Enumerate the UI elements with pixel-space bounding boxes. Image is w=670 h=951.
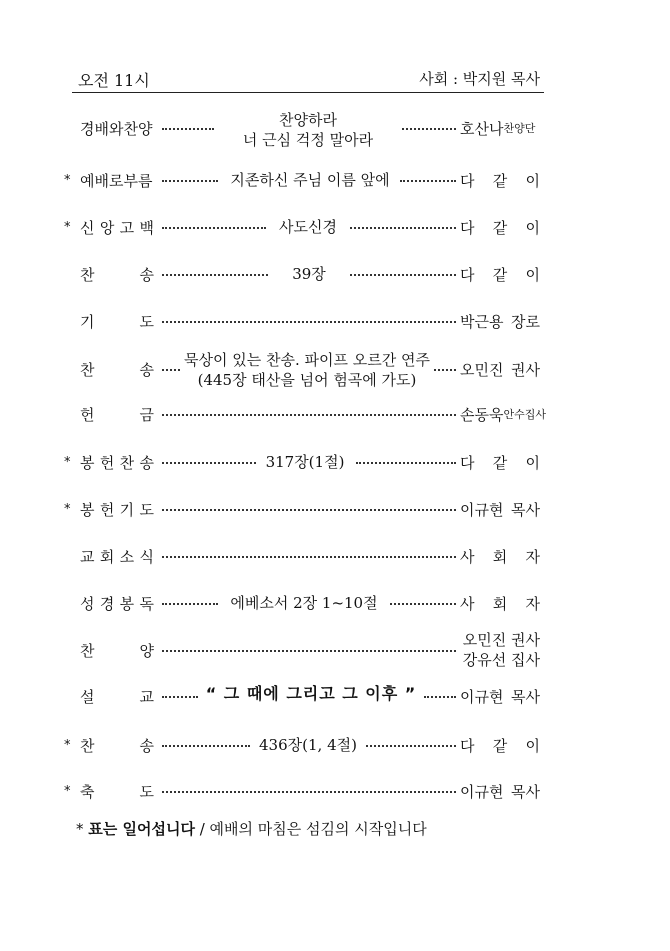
stand-marker: * — [64, 220, 71, 235]
item-title: 436장(1, 4절) — [259, 736, 357, 754]
stand-marker: * — [64, 173, 71, 188]
leader-dots — [162, 369, 180, 371]
leader-dots — [162, 180, 218, 182]
order-item-offering — [0, 404, 670, 444]
leader-dots — [162, 462, 256, 464]
order-item-meditation-hymn — [0, 350, 670, 400]
order-item-call-to-worship — [0, 170, 670, 210]
item-responsible: 손동욱 안수집사 — [460, 406, 546, 424]
order-item-prayer — [0, 311, 670, 351]
item-label: 봉 헌 기 도 — [80, 501, 154, 519]
item-responsible: 사 회 자 — [460, 548, 540, 566]
footer-note-bold: 표는 일어섭니다 — [88, 820, 195, 838]
order-item-confession — [0, 217, 670, 257]
item-responsible: 이규현 목사 — [460, 501, 540, 519]
order-item-anthem — [0, 630, 670, 674]
item-title: 사도신경 — [279, 218, 337, 236]
order-item-hymn — [0, 264, 670, 304]
item-label: 경배와찬양 — [80, 120, 153, 138]
leader-dots — [356, 462, 456, 464]
leader-dots — [402, 128, 456, 130]
footer-note — [76, 818, 427, 839]
item-label: 설 교 — [80, 688, 154, 706]
item-label: 헌 금 — [80, 406, 154, 424]
leader-dots — [162, 603, 218, 605]
leader-dots — [162, 227, 266, 229]
leader-dots — [350, 274, 456, 276]
leader-dots — [350, 227, 456, 229]
stand-marker: * — [64, 738, 71, 753]
leader-dots — [162, 556, 456, 558]
stand-marker: * — [64, 502, 71, 517]
order-item-closing-hymn — [0, 735, 670, 775]
item-responsible: 다 같 이 — [460, 172, 540, 190]
stand-marker: * — [76, 820, 84, 838]
leader-dots — [162, 745, 250, 747]
sermon-title: “ 그 때에 그리고 그 이후 ” — [205, 684, 417, 703]
leader-dots — [400, 180, 456, 182]
leader-dots — [162, 274, 268, 276]
item-responsible: 다 같 이 — [460, 219, 540, 237]
item-responsible: 다 같 이 — [460, 454, 540, 472]
item-responsible: 사 회 자 — [460, 595, 540, 613]
order-header — [72, 66, 544, 93]
leader-dots — [366, 745, 456, 747]
leader-dots — [162, 791, 456, 793]
item-title: 찬양하라 너 근심 걱정 말아라 — [242, 111, 374, 149]
item-responsible: 이규현 목사 — [460, 783, 540, 801]
leader-dots — [162, 414, 456, 416]
order-item-praise-worship — [0, 108, 670, 156]
stand-marker: * — [64, 784, 71, 799]
item-title: 317장(1절) — [265, 453, 345, 471]
item-responsible: 호산나 찬양단 — [460, 120, 536, 138]
item-label: 찬 양 — [80, 642, 154, 660]
order-item-announcements — [0, 546, 670, 586]
item-label: 기 도 — [80, 313, 154, 331]
item-title: 지존하신 주님 이름 앞에 — [230, 171, 390, 189]
order-item-sermon — [0, 686, 670, 726]
service-time: 오전 11시 — [78, 71, 150, 90]
leader-dots — [162, 509, 456, 511]
item-responsible: 오민진 권사 — [460, 361, 540, 379]
order-item-scripture-reading — [0, 593, 670, 633]
item-label: 찬 송 — [80, 737, 154, 755]
item-responsible: 다 같 이 — [460, 737, 540, 755]
item-label: 성 경 봉 독 — [80, 595, 154, 613]
item-responsible: 박근용 장로 — [460, 313, 540, 331]
item-responsible: 다 같 이 — [460, 266, 540, 284]
item-label: 교 회 소 식 — [80, 548, 154, 566]
order-item-offertory-hymn — [0, 452, 670, 492]
order-item-offertory-prayer — [0, 499, 670, 539]
item-responsible: 이규현 목사 — [460, 688, 540, 706]
order-item-benediction — [0, 781, 670, 821]
leader-dots — [424, 696, 456, 698]
item-title: 39장 — [292, 265, 326, 283]
item-title: 묵상이 있는 찬송. 파이프 오르간 연주 (445장 태산을 넘어 험곡에 가도) — [184, 351, 430, 389]
footer-note-text: / 예배의 마침은 섬김의 시작입니다 — [194, 820, 427, 838]
item-label: 예배로부름 — [80, 172, 153, 190]
leader-dots — [390, 603, 456, 605]
item-label: 찬 송 — [80, 266, 154, 284]
leader-dots — [162, 128, 214, 130]
item-title: 에베소서 2장 1~10절 — [230, 594, 378, 612]
item-label: 축 도 — [80, 783, 154, 801]
leader-dots — [162, 650, 456, 652]
item-label: 찬 송 — [80, 361, 154, 379]
leader-dots — [434, 369, 456, 371]
item-label: 신 앙 고 백 — [80, 219, 154, 237]
stand-marker: * — [64, 455, 71, 470]
leader-dots — [162, 321, 456, 323]
leader-dots — [162, 696, 198, 698]
service-leader: 사회 : 박지원 목사 — [419, 70, 540, 88]
item-responsible: 오민진 권사 강유선 집사 — [462, 631, 540, 669]
item-label: 봉 헌 찬 송 — [80, 454, 154, 472]
